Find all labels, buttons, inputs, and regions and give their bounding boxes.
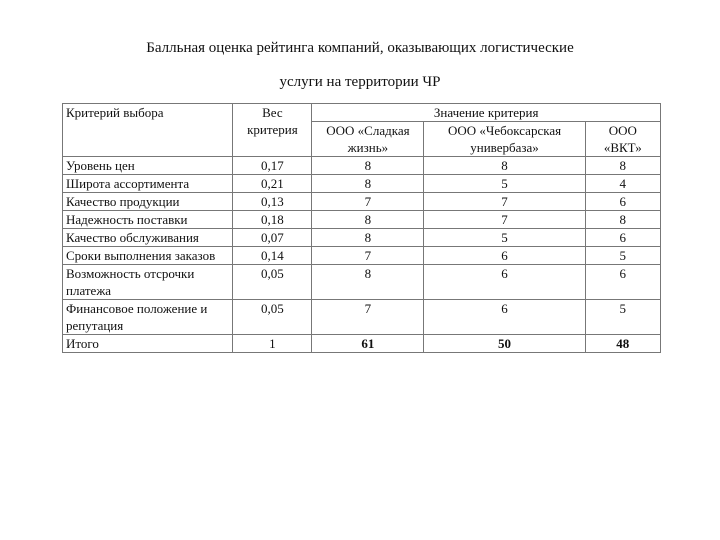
- row-company-b: 7: [424, 211, 585, 229]
- table-total-row: [63, 335, 661, 353]
- row-company-a: 7: [312, 300, 424, 335]
- header-company-c: ООО «ВКТ»: [585, 122, 660, 157]
- row-company-a: 8: [312, 157, 424, 175]
- row-company-b: 5: [424, 175, 585, 193]
- row-weight: 0,05: [233, 265, 312, 300]
- row-weight: 0,05: [233, 300, 312, 335]
- row-company-b: 8: [424, 157, 585, 175]
- row-weight: 0,18: [233, 211, 312, 229]
- table-row: [63, 265, 661, 300]
- header-criterion: Критерий выбора: [63, 104, 233, 157]
- row-company-b: 6: [424, 300, 585, 335]
- row-company-c: 6: [585, 193, 660, 211]
- row-weight: 0,21: [233, 175, 312, 193]
- rating-table: [62, 103, 661, 353]
- total-company-a: 61: [312, 335, 424, 353]
- row-criterion: Уровень цен: [63, 157, 233, 175]
- row-weight: 0,14: [233, 247, 312, 265]
- row-company-c: 8: [585, 211, 660, 229]
- row-company-a: 8: [312, 229, 424, 247]
- total-company-c: 48: [585, 335, 660, 353]
- document-title-line-2: услуги на территории ЧР: [279, 74, 441, 90]
- table-row: [63, 300, 661, 335]
- table-row: [63, 247, 661, 265]
- row-company-a: 8: [312, 265, 424, 300]
- row-weight: 0,13: [233, 193, 312, 211]
- row-company-a: 7: [312, 247, 424, 265]
- document-title-line-1: Балльная оценка рейтинга компаний, оказывающих логистические: [146, 40, 574, 56]
- row-company-c: 6: [585, 265, 660, 300]
- table-row: [63, 193, 661, 211]
- row-weight: 0,17: [233, 157, 312, 175]
- table-body: [63, 157, 661, 335]
- total-weight: 1: [233, 335, 312, 353]
- row-company-b: 5: [424, 229, 585, 247]
- row-criterion: Качество обслуживания: [63, 229, 233, 247]
- row-criterion: Сроки выполнения заказов: [63, 247, 233, 265]
- row-company-c: 6: [585, 229, 660, 247]
- table-header-row: [63, 104, 661, 122]
- table-row: [63, 157, 661, 175]
- total-label: Итого: [63, 335, 233, 353]
- row-company-c: 5: [585, 247, 660, 265]
- row-weight: 0,07: [233, 229, 312, 247]
- row-company-a: 8: [312, 175, 424, 193]
- row-criterion: Финансовое положение и репутация: [63, 300, 233, 335]
- total-company-b: 50: [424, 335, 585, 353]
- header-value-group: Значение критерия: [312, 104, 661, 122]
- row-company-a: 8: [312, 211, 424, 229]
- row-criterion: Качество продукции: [63, 193, 233, 211]
- header-weight-line-1: Вес: [262, 105, 283, 120]
- table-row: [63, 175, 661, 193]
- header-company-a: ООО «Сладкая жизнь»: [312, 122, 424, 157]
- row-criterion: Надежность поставки: [63, 211, 233, 229]
- row-company-b: 7: [424, 193, 585, 211]
- row-criterion: Широта ассортимента: [63, 175, 233, 193]
- row-company-c: 4: [585, 175, 660, 193]
- row-company-a: 7: [312, 193, 424, 211]
- row-company-b: 6: [424, 247, 585, 265]
- header-company-b: ООО «Чебоксарская универбаза»: [424, 122, 585, 157]
- row-criterion: Возможность отсрочки платежа: [63, 265, 233, 300]
- table-row: [63, 229, 661, 247]
- header-weight-line-2: критерия: [247, 122, 298, 137]
- row-company-b: 6: [424, 265, 585, 300]
- row-company-c: 8: [585, 157, 660, 175]
- row-company-c: 5: [585, 300, 660, 335]
- header-weight: [233, 104, 312, 157]
- table-row: [63, 211, 661, 229]
